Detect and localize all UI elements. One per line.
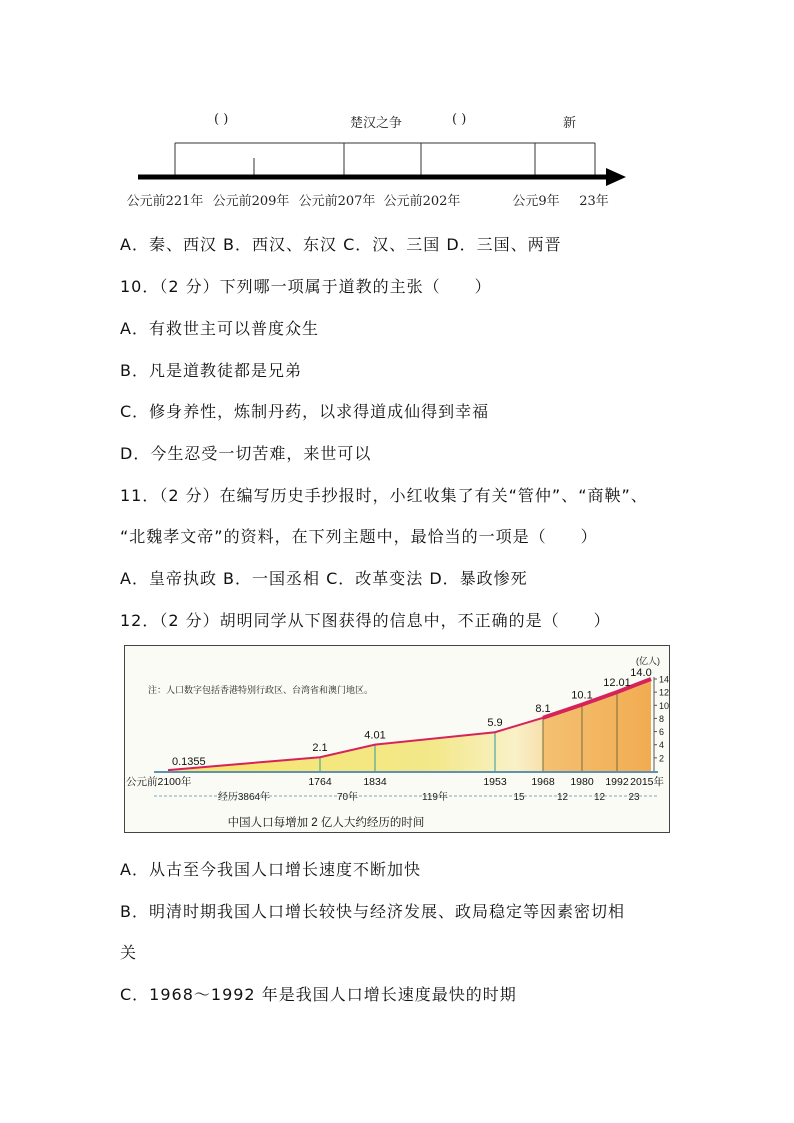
chart-x-label: 公元前2100年 — [126, 776, 192, 788]
chart-value-label: 8.1 — [535, 702, 551, 715]
q12-option-b: B．明清时期我国人口增长较快与经济发展、政局稳定等因素密切相 — [120, 902, 625, 921]
chart-value-label: 0.1355 — [172, 756, 206, 769]
timeline-top-label-3: ( ) — [452, 112, 467, 127]
timeline-date-3: 公元前207年 — [298, 194, 376, 209]
chart-value-label: 4.01 — [364, 729, 386, 742]
q11-stem-line1: 11．（2 分）在编写历史手抄报时，小红收集了有关“管仲”、“商鞅”、 — [120, 486, 648, 505]
chart-value-label: 12.01 — [603, 677, 631, 690]
timeline-date-1: 公元前221年 — [126, 194, 204, 209]
q10-option-a: A．有救世主可以普度众生 — [120, 319, 319, 338]
chart-value-label: 14.0 — [630, 667, 652, 679]
timeline-top-label-4: 新 — [563, 116, 577, 131]
chart-note: 注：人口数字包括香港特别行政区、台湾省和澳门地区。 — [148, 685, 374, 695]
chart-x-label: 1834 — [363, 776, 387, 788]
population-chart — [124, 645, 670, 833]
chart-interval-label: 23 — [628, 792, 640, 803]
q12-option-c: C．1968～1992 年是我国人口增长速度最快的时期 — [120, 985, 517, 1004]
q12-option-a: A．从古至今我国人口增长速度不断加快 — [120, 860, 421, 879]
chart-title: 中国人口每增加 2 亿人大约经历的时间 — [227, 817, 425, 829]
chart-x-label: 1953 — [483, 776, 507, 788]
timeline-date-2: 公元前209年 — [212, 194, 290, 209]
chart-y-tick-label: 10 — [659, 700, 670, 711]
q11-stem-line2: “北魏孝文帝”的资料，在下列主题中，最恰当的一项是（ ） — [120, 527, 598, 546]
timeline-date-4: 公元前202年 — [383, 194, 461, 209]
chart-interval-label: 经历3864年 — [217, 792, 271, 803]
q10-option-b: B．凡是道教徒都是兄弟 — [120, 361, 302, 380]
chart-value-label: 5.9 — [487, 717, 503, 730]
chart-value-label: 10.1 — [571, 689, 593, 702]
q11-options: A．皇帝执政 B．一国丞相 C．改革变法 D．暴政惨死 — [120, 569, 528, 588]
chart-y-unit: (亿人) — [636, 656, 660, 666]
q12-stem: 12．（2 分）胡明同学从下图获得的信息中，不正确的是（ ） — [120, 611, 611, 630]
q10-option-d: D．今生忍受一切苦难，来世可以 — [120, 444, 372, 463]
chart-interval-label: 15 — [513, 792, 525, 803]
q9-options: A．秦、西汉 B．西汉、东汉 C．汉、三国 D．三国、两晋 — [120, 235, 562, 254]
chart-y-tick-label: 12 — [659, 687, 670, 698]
chart-y-tick-label: 8 — [659, 713, 665, 724]
population-chart-svg — [124, 645, 670, 833]
chart-y-tick-label: 14 — [659, 674, 670, 685]
chart-interval-label: 119年 — [422, 792, 448, 803]
timeline-date-5: 公元9年 — [512, 194, 560, 209]
chart-x-label: 1992 — [605, 776, 629, 788]
chart-interval-label: 12 — [556, 792, 569, 803]
chart-y-tick-label: 6 — [659, 727, 665, 738]
chart-x-label: 1968 — [531, 776, 555, 788]
chart-y-tick-label: 2 — [659, 753, 665, 764]
timeline-top-label-2: 楚汉之争 — [350, 116, 403, 131]
chart-interval-label: 12 — [593, 792, 606, 803]
timeline-date-6: 23年 — [579, 194, 609, 209]
timeline-axis — [130, 136, 630, 186]
q10-stem: 10．（2 分）下列哪一项属于道教的主张（ ） — [120, 277, 492, 296]
chart-value-label: 2.1 — [312, 742, 328, 755]
chart-interval-label: 70年 — [336, 792, 359, 803]
q10-option-c: C．修身养性，炼制丹药，以求得道成仙得到幸福 — [120, 402, 490, 421]
chart-x-label: 2015年 — [630, 776, 664, 788]
chart-y-tick-label: 4 — [659, 740, 665, 751]
chart-x-label: 1764 — [308, 776, 332, 788]
q12-option-b-cont: 关 — [120, 943, 138, 962]
chart-x-label: 1980 — [570, 776, 594, 788]
timeline-top-label-1: ( ) — [214, 112, 229, 127]
